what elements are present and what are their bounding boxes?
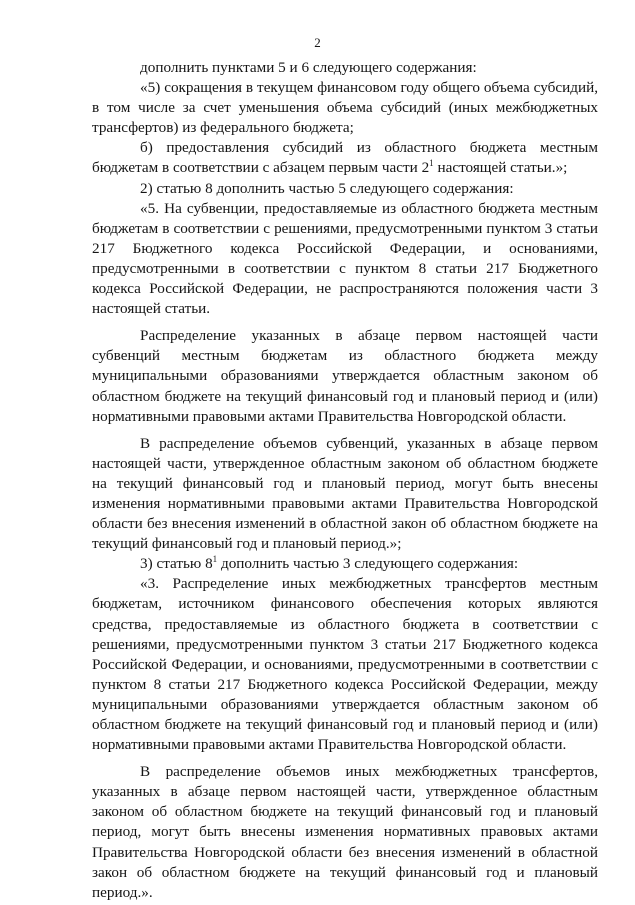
- document-body: [92, 58, 598, 903]
- paragraph-4: 2) статью 8 дополнить частью 5 следующего содержания:: [140, 179, 514, 197]
- paragraph-1: дополнить пунктами 5 и 6 следующего содержания:: [140, 59, 477, 76]
- paragraph-5: «5. На субвенции, предоставляемые из областного бюджета местным бюджетам в соответствии с решениями, предусмотренными пунктом 3 статьи 217 Бюджетного кодекса Российской Федерации, и основаниями, предусмотренными в соответствии с пунктом 8 статьи 217 Бюджетного кодекса Российской Федерации, не распространяются положения части 3 настоящей статьи.: [92, 199, 598, 318]
- paragraph-8: [92, 554, 598, 574]
- paragraph-3-tail: настоящей статьи.»;: [433, 159, 568, 177]
- superscript-index: 1: [429, 158, 434, 169]
- paragraph-2: «5) сокращения в текущем финансовом году общего объема субсидий, в том числе за счет уменьшения объема субсидий (иных межбюджетных трансфертов) из федерального бюджета;: [92, 79, 598, 137]
- paragraph-7: В распределение объемов субвенций, указанных в абзаце первом настоящей части, утвержденное областным законом об областном бюджете на текущий финансовый год и плановый период, могут быть внесены изменения нормативными правовыми актами Правительства Новгородской области без внесения изменений в областной закон об областном бюджете на текущий финансовый год и плановый период.»;: [92, 434, 598, 553]
- superscript-index: 1: [212, 554, 218, 565]
- paragraph-10: В распределение объемов иных межбюджетных трансфертов, указанных в абзаце первом настоящей части, утвержденное областным законом об областном бюджете на текущий финансовый год и плановый период, могут быть внесены изменения нормативных правовых актами Правительства Новгородской области без внесения изменений в областной закон об областном бюджете на текущий финансовый год и плановый период.».: [92, 763, 598, 901]
- paragraph-3: [92, 138, 598, 178]
- paragraph-6: Распределение указанных в абзаце первом настоящей части субвенций местным бюджетам из областного бюджета между муниципальными образованиями утверждается областным законом об областном бюджете на текущий финансовый год и плановый период и (или) нормативными правовыми актами Правительства Новгородской области.: [92, 327, 598, 425]
- paragraph-8-text: 3) статью 8: [140, 555, 213, 573]
- paragraph-8-tail: дополнить частью 3 следующего содержания:: [217, 555, 519, 573]
- page-number: 2: [314, 35, 321, 50]
- paragraph-9: «3. Распределение иных межбюджетных трансфертов местным бюджетам, источником финансового обеспечения которых являются средства, предоставляемые из областного бюджета в соответствии с решениями, предусмотренными пунктом 3 статьи 217 Бюджетного кодекса Российской Федерации, и основаниями, предусмотренными в соответствии с пунктом 8 статьи 217 Бюджетного кодекса Российской Федерации, между муниципальными образованиями утверждается областным законом об областном бюджете на текущий финансовый год и плановый период и (или) нормативными правовыми актами Правительства Новгородской области.: [92, 575, 598, 754]
- paragraph-3-text: б) предоставления субсидий из областного бюджета местным бюджетам в соответствии с абзацем первым части 2: [92, 139, 598, 177]
